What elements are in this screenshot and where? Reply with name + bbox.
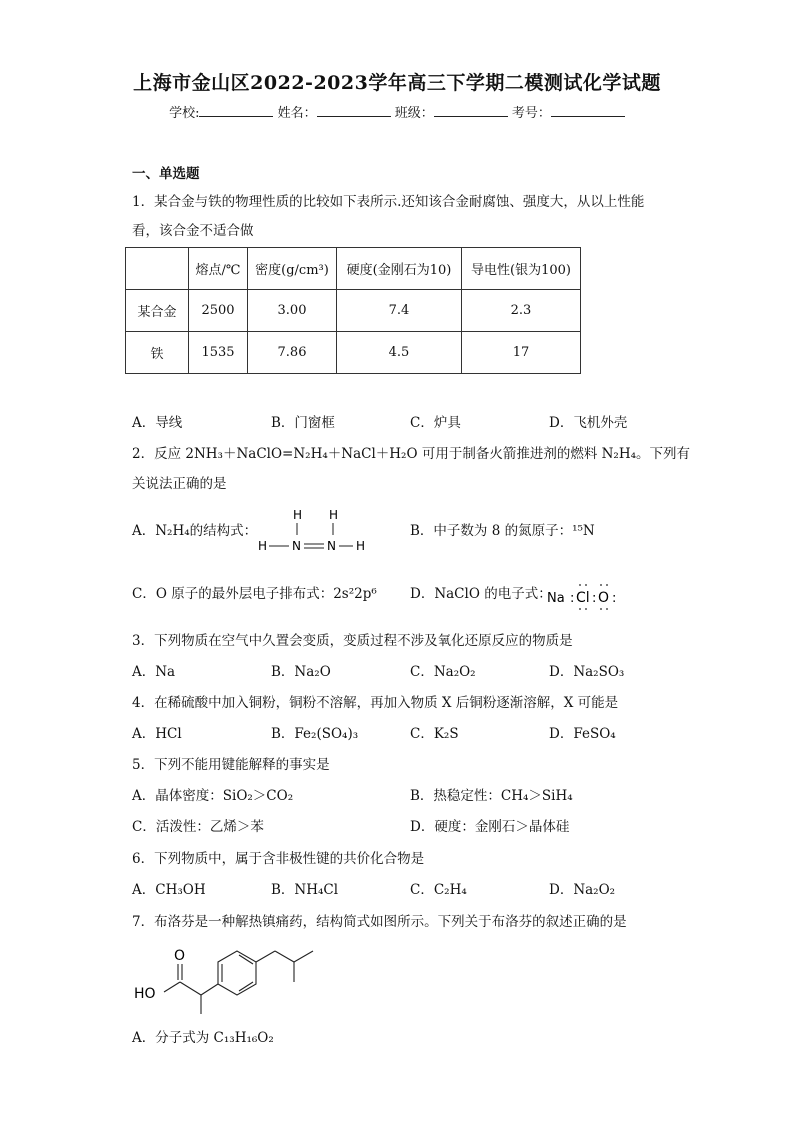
edot-atom-o: O: [598, 590, 610, 606]
table-header-cell: [126, 248, 189, 290]
q5-option-d[interactable]: D．硬度：金刚石＞晶体硅: [410, 819, 570, 835]
q3-option-c[interactable]: C．Na₂O₂: [410, 664, 476, 680]
table-cell: 7.86: [248, 332, 337, 374]
q2-stem-line1: 2．反应 2NH₃＋NaClO=N₂H₄＋NaCl＋H₂O 可用于制备火箭推进剂的燃料 N₂H₄。下列有: [132, 446, 691, 462]
struct-atom-h: H: [258, 539, 268, 553]
table-header-cell: 导电性(银为100): [462, 248, 581, 290]
molecule-group-ho: HO: [134, 986, 156, 1002]
table-header-row: [126, 248, 581, 290]
class-label: 班级：: [394, 106, 434, 121]
name-label: 姓名：: [277, 106, 317, 121]
edot-colon: :: [570, 591, 575, 606]
q7-option-a[interactable]: A．分子式为 C₁₃H₁₆O₂: [132, 1030, 274, 1046]
table-cell: 铁: [126, 332, 189, 374]
q2-option-b[interactable]: B．中子数为 8 的氮原子：¹⁵N: [410, 523, 595, 539]
q2-option-c[interactable]: C．O 原子的最外层电子排布式：2s²2p⁶: [132, 586, 377, 602]
table-cell: 3.00: [248, 290, 337, 332]
number-label: 考号：: [511, 106, 551, 121]
q6-option-b[interactable]: B．NH₄Cl: [271, 882, 339, 898]
table-cell: 7.4: [337, 290, 462, 332]
q5-option-a[interactable]: A．晶体密度：SiO₂＞CO₂: [132, 788, 294, 804]
q4-option-b[interactable]: B．Fe₂(SO₄)₃: [271, 726, 359, 742]
table-header-cell: 熔点/℃: [189, 248, 248, 290]
q5-stem: 5．下列不能用键能解释的事实是: [132, 757, 330, 773]
q3-option-b[interactable]: B．Na₂O: [271, 664, 331, 680]
exam-title: 上海市金山区2022-2023学年高三下学期二模测试化学试题: [133, 72, 661, 94]
q4-stem: 4．在稀硫酸中加入铜粉，铜粉不溶解，再加入物质 X 后铜粉逐渐溶解，X 可能是: [132, 695, 619, 711]
q4-option-d[interactable]: D．FeSO₄: [549, 726, 616, 742]
name-blank[interactable]: [317, 103, 391, 117]
q4-option-c[interactable]: C．K₂S: [410, 726, 459, 742]
q2-option-d[interactable]: D．NaClO 的电子式：: [410, 586, 552, 602]
q1-option-a[interactable]: A．导线: [132, 415, 183, 431]
q1-option-d[interactable]: D．飞机外壳: [549, 415, 628, 431]
q6-option-a[interactable]: A．CH₃OH: [132, 882, 206, 898]
struct-atom-h: H: [356, 539, 366, 553]
student-info-row: [0, 102, 794, 121]
q1-stem-line2: 看，该合金不适合做: [132, 223, 254, 239]
table-header-cell: 硬度(金刚石为10): [337, 248, 462, 290]
property-table: [125, 247, 581, 374]
school-blank[interactable]: [199, 103, 273, 117]
q6-stem: 6．下列物质中，属于含非极性键的共价化合物是: [132, 851, 425, 867]
q6-option-d[interactable]: D．Na₂O₂: [549, 882, 616, 898]
table-cell: 4.5: [337, 332, 462, 374]
section-heading: 一、单选题: [132, 166, 200, 182]
table-header-cell: 密度(g/cm³): [248, 248, 337, 290]
edot-colon: :: [592, 591, 597, 606]
school-label: 学校:: [169, 106, 200, 121]
q4-option-a[interactable]: A．HCl: [132, 726, 182, 742]
edot-atom-na: Na: [547, 591, 565, 606]
q5-option-b[interactable]: B．热稳定性：CH₄＞SiH₄: [410, 788, 573, 804]
q2-stem-line2: 关说法正确的是: [132, 476, 227, 492]
table-row: [126, 290, 581, 332]
number-blank[interactable]: [551, 103, 625, 117]
table-cell: 2500: [189, 290, 248, 332]
struct-atom-n: N: [292, 539, 301, 553]
edot-colon: :: [612, 591, 617, 606]
struct-atom-n: N: [327, 539, 336, 553]
struct-atom-h: H: [293, 508, 303, 522]
ibuprofen-structure: [128, 940, 338, 1020]
table-cell: 2.3: [462, 290, 581, 332]
struct-atom-h: H: [329, 508, 339, 522]
naclo-electron-formula: [545, 578, 627, 612]
q7-stem: 7．布洛芬是一种解热镇痛药，结构简式如图所示。下列关于布洛芬的叙述正确的是: [132, 914, 627, 930]
q1-stem-line1: 1．某合金与铁的物理性质的比较如下表所示.还知该合金耐腐蚀、强度大，从以上性能: [132, 194, 645, 210]
molecule-atom-o: O: [174, 948, 186, 964]
edot-atom-cl: Cl: [576, 590, 590, 606]
q3-option-a[interactable]: A．Na: [132, 664, 176, 680]
table-cell: 17: [462, 332, 581, 374]
class-blank[interactable]: [434, 103, 508, 117]
table-cell: 某合金: [126, 290, 189, 332]
q6-option-c[interactable]: C．C₂H₄: [410, 882, 467, 898]
q5-option-c[interactable]: C．活泼性：乙烯＞苯: [132, 819, 264, 835]
n2h4-structural-formula: [255, 504, 370, 554]
q3-option-d[interactable]: D．Na₂SO₃: [549, 664, 625, 680]
q1-option-c[interactable]: C．炉具: [410, 415, 461, 431]
q2-option-a[interactable]: A．N₂H₄的结构式：: [132, 523, 258, 539]
q3-stem: 3．下列物质在空气中久置会变质，变质过程不涉及氧化还原反应的物质是: [132, 633, 573, 649]
q1-option-b[interactable]: B．门窗框: [271, 415, 335, 431]
table-row: [126, 332, 581, 374]
table-cell: 1535: [189, 332, 248, 374]
